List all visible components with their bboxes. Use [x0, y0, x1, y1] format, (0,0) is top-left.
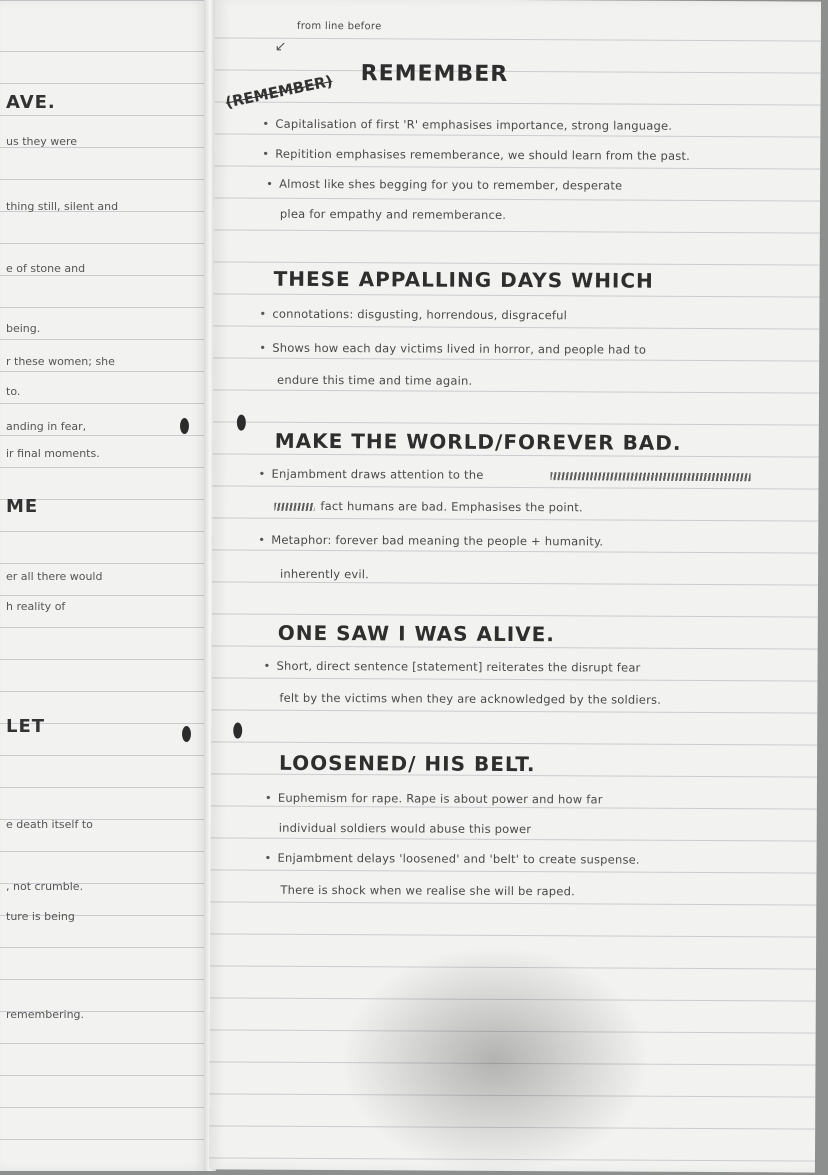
- bullet-point: • Euphemism for rape. Rape is about power and how far: [265, 791, 603, 807]
- left-text-line: to.: [6, 385, 21, 398]
- continuation-line: individual soldiers would abuse this power: [278, 820, 532, 837]
- left-text-line: , not crumble.: [6, 880, 84, 893]
- continuation-line: endure this time and time again.: [277, 372, 473, 388]
- bullet-point: • Metaphor: forever bad meaning the people + humanity.: [258, 533, 603, 549]
- left-text-line: er all there would: [6, 570, 103, 583]
- bullet-point: • connotations: disgusting, horrendous, disgraceful: [259, 307, 567, 323]
- left-notebook-page: [0, 0, 206, 1171]
- continuation-line: There is shock when we realise she will be raped.: [280, 882, 575, 899]
- binder-hole: [233, 723, 242, 739]
- bullet-point: • Shows how each day victims lived in horror, and people had to: [259, 341, 646, 357]
- left-text-line: thing still, silent and: [6, 200, 119, 213]
- bullet-point: • Almost like shes begging for you to remember, desperate: [266, 177, 622, 193]
- left-heading-fragment: LET: [6, 716, 46, 737]
- bullet-point: • Capitalisation of first 'R' emphasises importance, strong language.: [262, 117, 672, 133]
- arrow-icon: ↙: [274, 38, 287, 55]
- continuation-line: plea for empathy and rememberance.: [279, 206, 507, 222]
- photo-shadow: [340, 945, 650, 1175]
- continuation-line: felt by the victims when they are acknowledged by the soldiers.: [279, 690, 662, 707]
- section-heading-one-saw: ONE SAW I WAS ALIVE.: [277, 620, 555, 647]
- crossed-out-word: (REMEMBER): [223, 71, 335, 112]
- left-text-line: r these women; she: [6, 355, 115, 368]
- left-text-line: e death itself to: [6, 818, 93, 831]
- scribbled-out-text: [551, 472, 751, 481]
- bullet-point: • Repitition emphasises rememberance, we should learn from the past.: [262, 147, 690, 163]
- section-heading-loosened: LOOSENED/ HIS BELT.: [279, 750, 536, 777]
- bullet-point: • Enjambment delays 'loosened' and 'belt' to create suspense.: [265, 851, 640, 867]
- left-text-line: e of stone and: [6, 262, 86, 275]
- section-heading-remember: REMEMBER: [360, 61, 509, 87]
- binder-hole: [180, 418, 189, 434]
- left-text-line: ir final moments.: [6, 447, 100, 460]
- section-heading-make-the-world: MAKE THE WORLD/FOREVER BAD.: [274, 428, 682, 455]
- arrow-note: from line before: [296, 20, 382, 33]
- continuation-line: inherently evil.: [280, 566, 370, 582]
- left-text-line: h reality of: [6, 600, 66, 613]
- section-heading-appalling-days: THESE APPALLING DAYS WHICH: [273, 266, 654, 293]
- left-heading-fragment: ME: [6, 496, 39, 517]
- left-text-line: anding in fear,: [6, 420, 87, 433]
- left-heading-fragment: AVE.: [6, 92, 56, 113]
- left-text-line: remembering.: [6, 1008, 85, 1021]
- binder-hole: [182, 726, 191, 742]
- left-text-line: us they were: [6, 135, 78, 148]
- left-text-line: being.: [6, 322, 41, 335]
- scribbled-out-text: [274, 503, 314, 511]
- left-text-line: ture is being: [6, 910, 75, 923]
- bullet-point: • Short, direct sentence [statement] reiterates the disrupt fear: [264, 659, 641, 675]
- binder-hole: [237, 415, 246, 431]
- continuation-line: fact humans are bad. Emphasises the point.: [320, 498, 583, 515]
- bullet-point: • Enjambment draws attention to the: [259, 467, 484, 482]
